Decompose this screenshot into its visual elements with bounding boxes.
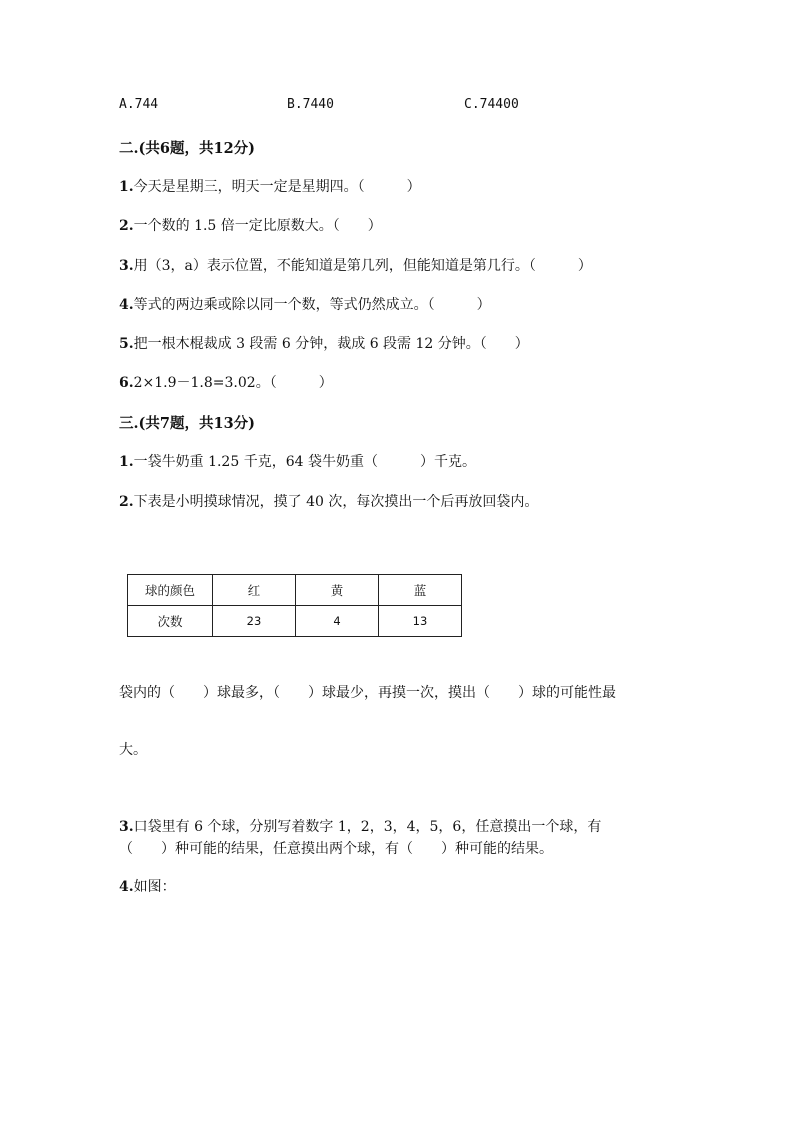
question-text: 口袋里有 6 个球，分别写着数字 1，2，3，4，5，6，任意摸出一个球，有 — [133, 819, 602, 835]
table-cell: 4 — [296, 606, 379, 637]
table-cell: 蓝 — [379, 575, 462, 606]
question-text: 把一根木棍裁成 3 段需 6 分钟，裁成 6 段需 12 分钟。（ ） — [133, 336, 529, 352]
table-header-row — [128, 575, 462, 606]
question-number: 4. — [119, 297, 134, 313]
question-number: 5. — [119, 336, 134, 352]
s2-question-5 — [119, 333, 529, 353]
option-b: B.7440 — [287, 97, 334, 112]
s3-question-1 — [119, 451, 476, 471]
question-number: 1. — [119, 179, 134, 195]
option-c: C.74400 — [464, 97, 519, 112]
question-number: 4. — [119, 879, 134, 895]
question-number: 1. — [119, 454, 134, 470]
table-cell: 红 — [213, 575, 296, 606]
question-number: 3. — [119, 819, 134, 835]
table-cell: 黄 — [296, 575, 379, 606]
s3-question-2 — [119, 491, 538, 511]
s2-question-1 — [119, 176, 421, 196]
question-text: 如图： — [133, 879, 176, 895]
section-3-title: 三.(共7题，共13分) — [119, 415, 256, 432]
s3-question-3-line1 — [119, 816, 601, 836]
table-cell: 球的颜色 — [128, 575, 213, 606]
s2-question-2 — [119, 215, 382, 235]
s3-q2-answer-line2: 大。 — [119, 742, 147, 758]
s3-question-3-line2: （ ）种可能的结果，任意摸出两个球，有（ ）种可能的结果。 — [119, 841, 553, 857]
table-cell: 13 — [379, 606, 462, 637]
table-cell: 23 — [213, 606, 296, 637]
section-2-title: 二.(共6题，共12分) — [119, 140, 256, 157]
question-number: 2. — [119, 218, 134, 234]
question-text: 用（3，a）表示位置，不能知道是第几列，但能知道是第几行。（ ） — [133, 258, 592, 274]
s2-question-3 — [119, 255, 592, 275]
question-text: 一个数的 1.5 倍一定比原数大。（ ） — [133, 218, 382, 234]
question-text: 2×1.9－1.8=3.02。（ ） — [133, 375, 333, 391]
s3-q2-answer-line1: 袋内的（ ）球最多，（ ）球最少，再摸一次，摸出（ ）球的可能性最 — [119, 685, 616, 701]
table-row — [128, 606, 462, 637]
question-text: 今天是星期三，明天一定是星期四。（ ） — [133, 179, 421, 195]
question-number: 2. — [119, 494, 134, 510]
s2-question-6 — [119, 372, 333, 392]
ball-count-table — [127, 574, 462, 637]
question-number: 3. — [119, 258, 134, 274]
option-a: A.744 — [119, 97, 159, 112]
s2-question-4 — [119, 294, 491, 314]
question-number: 6. — [119, 375, 134, 391]
s3-question-4 — [119, 876, 176, 896]
question-text: 下表是小明摸球情况，摸了 40 次，每次摸出一个后再放回袋内。 — [133, 494, 539, 510]
question-text: 一袋牛奶重 1.25 千克，64 袋牛奶重（ ）千克。 — [133, 454, 476, 470]
table-cell: 次数 — [128, 606, 213, 637]
question-text: 等式的两边乘或除以同一个数，等式仍然成立。（ ） — [133, 297, 491, 313]
